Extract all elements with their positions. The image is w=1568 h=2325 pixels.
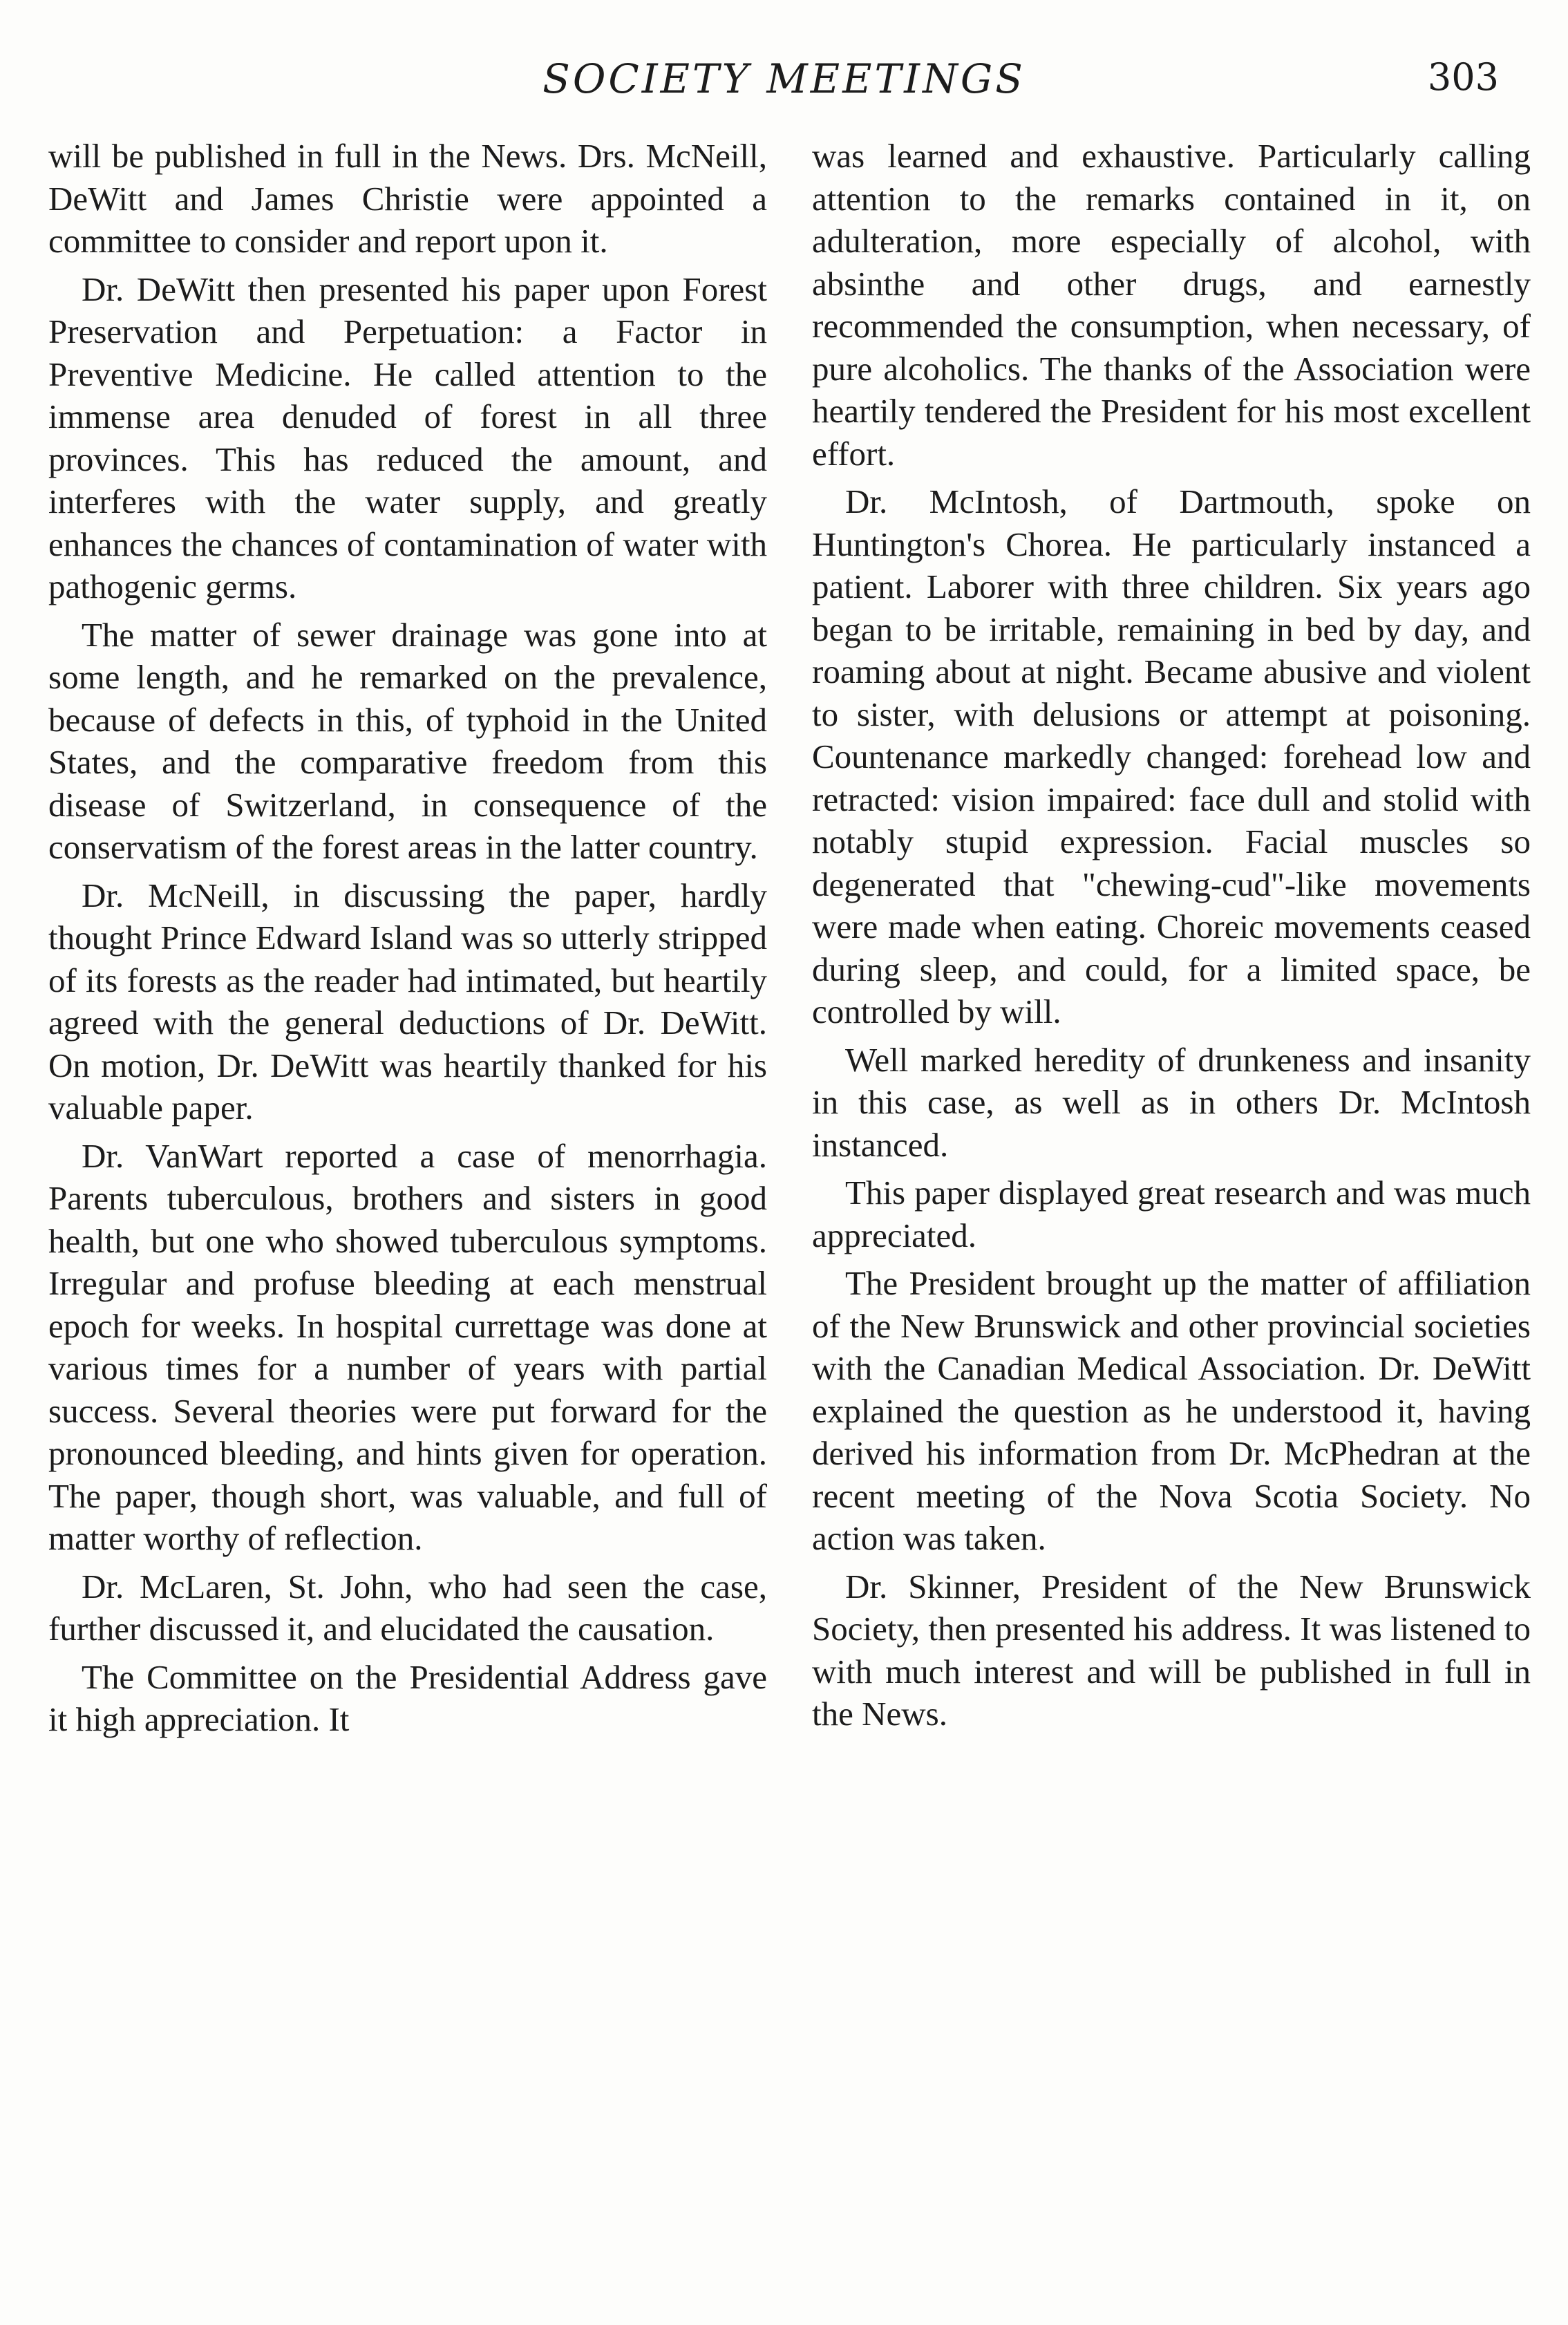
paragraph: The matter of sewer drainage was gone into at some length, and he remarked on the prevalence, because of defects in this, of typhoid in the United States, and the comparative freedom from this disease of Switzerland, in consequence of the conservatism of the forest areas in the latter country. [48,615,767,866]
paragraph: will be published in full in the News. Drs. McNeill, DeWitt and James Christie were appointed a committee to consider and report upon it. [48,137,767,260]
paragraph: Dr. McNeill, in discussing the paper, hardly thought Prince Edward Island was so utterly stripped of its forests as the reader had intimated, but heartily agreed with the general deductions of Dr. DeWitt. On motion, Dr. DeWitt was heartily thanked for his valuable paper. [48,876,767,1127]
paragraph: Well marked heredity of drunkeness and insanity in this case, as well as in others Dr. McIntosh instanced. [812,1040,1531,1164]
paragraph: Dr. Skinner, President of the New Brunswick Society, then presented his address. It was listened to with much interest and will be published in full in the News. [812,1567,1531,1733]
running-title: SOCIETY MEETINGS [542,55,1026,102]
paragraph: Dr. DeWitt then presented his paper upon Forest Preservation and Perpetuation: a Factor in Preventive Medicine. He called attention to the immense area denuded of forest in all three provinces. This has reduced the amount, and interferes with the water supply, and greatly enhances the chances of contamination of water with pathogenic germs. [48,270,767,605]
running-head [0,48,1568,111]
paragraph: Dr. McIntosh, of Dartmouth, spoke on Huntington's Chorea. He particularly instanced a patient. Laborer with three children. Six years ago began to be irritable, remaining in bed by day, and roaming about at night. Became abusive and violent to sister, with delusions or attempt at poisoning. Countenance markedly changed: forehead low and retracted: vision impaired: face dull and stolid with notably stupid expression. Facial muscles so degenerated that "chewing-cud"-like movements were made when eating. Choreic movements ceased during sleep, and could, for a limited space, be controlled by will. [812,482,1531,1030]
paragraph: Dr. McLaren, St. John, who had seen the case, further discussed it, and elucidated the causation. [48,1567,767,1648]
paragraph: This paper displayed great research and was much appreciated. [812,1174,1531,1254]
text-columns [48,135,1531,2291]
paragraph: Dr. VanWart reported a case of menorrhagia. Parents tuberculous, brothers and sisters in good health, but one who showed tuberculous symptoms. Irregular and profuse bleeding at each menstrual epoch for weeks. In hospital currettage was done at various times for a number of years with partial success. Several theories were put forward for the pronounced bleeding, and hints given for operation. The paper, though short, was valuable, and full of matter worthy of reflection. [48,1136,767,1557]
paragraph: The Committee on the Presidential Address gave it high appreciation. It [48,1657,767,1738]
right-column [812,135,1531,1741]
left-column [48,135,767,1747]
paragraph: The President brought up the matter of affiliation of the New Brunswick and other provincial societies with the Canadian Medical Association. Dr. DeWitt explained the question as he understood it, having derived his information from Dr. McPhedran at the recent meeting of the Nova Scotia Society. No action was taken. [812,1264,1531,1557]
paragraph: was learned and exhaustive. Particularly calling attention to the remarks contained in it, on adulteration, more especially of alcohol, with absinthe and other drugs, and earnestly recommended the consumption, when necessary, of pure alcoholics. The thanks of the Association were heartily tendered the President for his most excellent effort. [812,137,1531,473]
page-number: 303 [1427,55,1499,99]
